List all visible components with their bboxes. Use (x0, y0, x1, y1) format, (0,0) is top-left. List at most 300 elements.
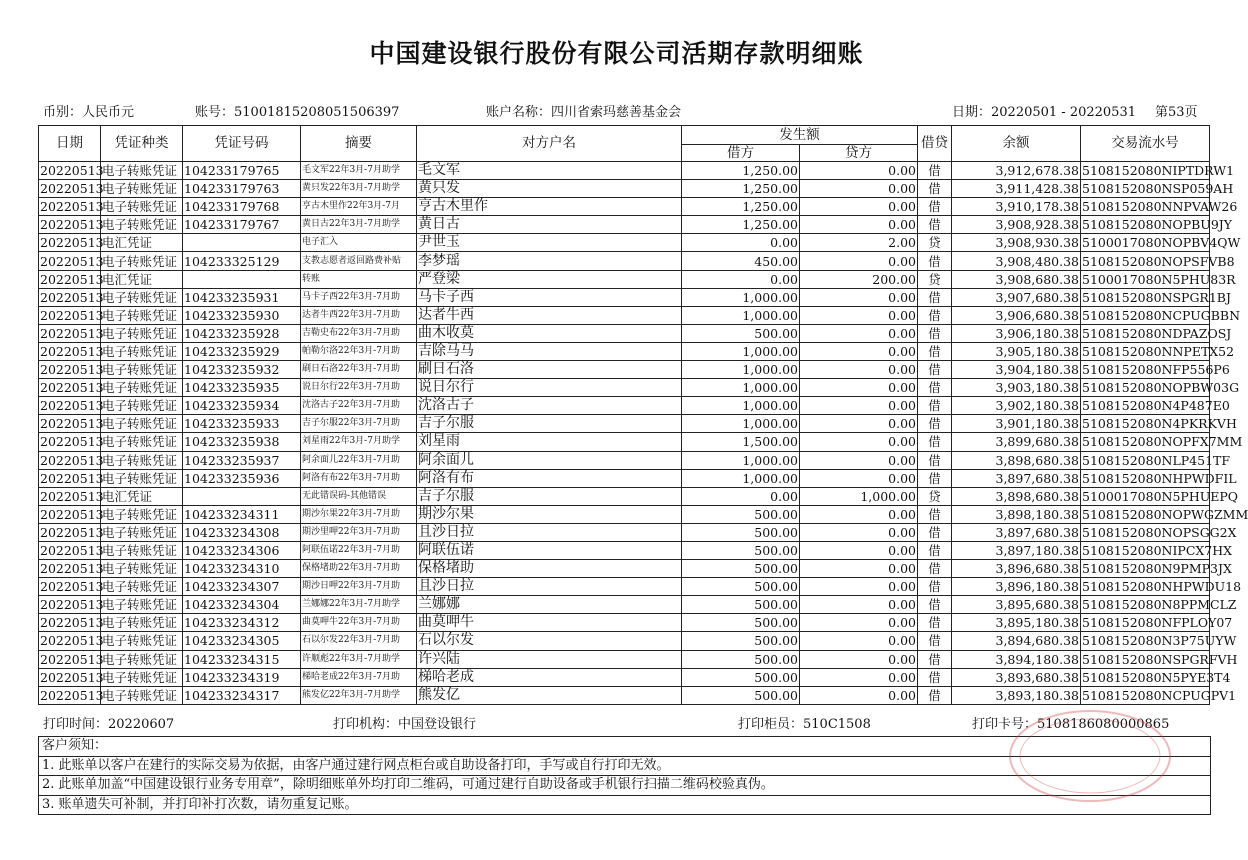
cell-dc: 贷 (918, 487, 952, 505)
cell-memo: 刘星雨22年3月-7月助学 (301, 433, 417, 451)
cell-balance: 3,908,930.38 (952, 234, 1081, 252)
cell-balance: 3,911,428.38 (952, 180, 1081, 198)
table-row (39, 324, 1210, 342)
col-voucher-no: 凭证号码 (183, 126, 301, 162)
cell-dc: 借 (918, 451, 952, 469)
cell-voucher-type: 电子转账凭证 (101, 505, 183, 523)
cell-credit: 0.00 (800, 397, 918, 415)
cell-date: 20220513 (40, 452, 104, 468)
table-row (39, 397, 1210, 415)
cell-date: 20220513 (40, 561, 104, 577)
cell-dc: 贷 (918, 270, 952, 288)
cell-balance: 3,902,180.38 (952, 397, 1081, 415)
cell-memo: 帕勒尔洛22年3月-7月助 (301, 342, 417, 360)
cell-serial: 5108152080NOPBW03G (1082, 380, 1240, 396)
cell-dc: 借 (918, 324, 952, 342)
cell-credit: 0.00 (800, 198, 918, 216)
cell-voucher-no: 104233235928 (183, 324, 301, 342)
cell-date: 20220513 (40, 307, 104, 323)
cell-voucher-no: 104233234317 (183, 686, 301, 704)
cell-date: 20220513 (40, 543, 104, 559)
table-row (39, 198, 1210, 216)
table-row (39, 560, 1210, 578)
cell-balance: 3,910,178.38 (952, 198, 1081, 216)
cell-credit: 0.00 (800, 451, 918, 469)
table-row (39, 523, 1210, 541)
cell-debit: 1,000.00 (682, 397, 800, 415)
cell-debit: 0.00 (682, 487, 800, 505)
cell-balance: 3,895,680.38 (952, 596, 1081, 614)
cell-debit: 1,000.00 (682, 451, 800, 469)
cell-dc: 借 (918, 379, 952, 397)
cell-date: 20220513 (40, 217, 104, 233)
cell-serial: 5100017080N5PHUEPQ (1082, 488, 1239, 504)
cell-credit: 2.00 (800, 234, 918, 252)
cell-voucher-no: 104233235938 (183, 433, 301, 451)
col-debit: 借方 (682, 145, 800, 162)
cell-date: 20220513 (40, 325, 104, 341)
cell-memo: 保格堵助22年3月-7月助 (301, 560, 417, 578)
cell-voucher-type: 电子转账凭证 (101, 560, 183, 578)
cell-counterparty: 阿余面儿 (417, 451, 682, 469)
cell-dc: 借 (918, 361, 952, 379)
cell-credit: 0.00 (800, 361, 918, 379)
print-teller: 打印柜员：510C1508 (738, 717, 871, 732)
cell-voucher-type: 电子转账凭证 (101, 650, 183, 668)
cell-debit: 1,000.00 (682, 361, 800, 379)
cell-credit: 0.00 (800, 216, 918, 234)
cell-memo: 支教志愿者返回路费补贴 (301, 252, 417, 270)
cell-serial: 5108152080NHPWDU18 (1082, 579, 1242, 595)
cell-counterparty: 阿联伍诺 (417, 541, 682, 559)
cell-counterparty: 兰娜娜 (417, 596, 682, 614)
cell-debit: 500.00 (682, 686, 800, 704)
cell-credit: 0.00 (800, 415, 918, 433)
cell-serial: 5108152080NLP451TF (1082, 452, 1231, 468)
cell-voucher-type: 电子转账凭证 (101, 632, 183, 650)
col-credit: 贷方 (800, 145, 918, 162)
cell-balance: 3,907,680.38 (952, 288, 1081, 306)
cell-counterparty: 吉子尔服 (417, 487, 682, 505)
cell-memo: 期沙里呷22年3月-7月助 (301, 523, 417, 541)
cell-credit: 0.00 (800, 541, 918, 559)
print-org: 打印机构：中国登设银行 (333, 717, 477, 732)
ledger-table (38, 125, 1248, 705)
cell-voucher-no: 104233179763 (183, 180, 301, 198)
cell-balance: 3,898,680.38 (952, 487, 1081, 505)
cell-date: 20220513 (40, 579, 104, 595)
cell-serial: 5108152080NOPSGG2X (1082, 524, 1237, 540)
cell-serial: 5108152080NSPGRFVH (1082, 651, 1238, 667)
cell-debit: 1,500.00 (682, 433, 800, 451)
cell-counterparty: 吉除马马 (417, 342, 682, 360)
cell-counterparty: 刘星雨 (417, 433, 682, 451)
bank-seal-stamp (1005, 706, 1175, 806)
cell-serial: 5108152080NOPWGZMM (1082, 506, 1248, 522)
cell-voucher-no: 104233234307 (183, 578, 301, 596)
cell-debit: 500.00 (682, 596, 800, 614)
cell-memo: 阿联伍诺22年3月-7月助 (301, 541, 417, 559)
cell-debit: 500.00 (682, 324, 800, 342)
cell-dc: 借 (918, 180, 952, 198)
cell-debit: 500.00 (682, 505, 800, 523)
cell-dc: 借 (918, 686, 952, 704)
cell-counterparty: 严登梁 (417, 270, 682, 288)
cell-memo: 石以尔发22年3月-7月助 (301, 632, 417, 650)
cell-serial: 5108152080N4P487E0 (1082, 398, 1230, 414)
cell-balance: 3,895,180.38 (952, 614, 1081, 632)
cell-balance: 3,897,180.38 (952, 541, 1081, 559)
cell-balance: 3,896,180.38 (952, 578, 1081, 596)
cell-voucher-type: 电子转账凭证 (101, 433, 183, 451)
cell-balance: 3,898,680.38 (952, 451, 1081, 469)
cell-dc: 借 (918, 505, 952, 523)
cell-balance: 3,908,928.38 (952, 216, 1081, 234)
cell-credit: 0.00 (800, 288, 918, 306)
cell-debit: 1,000.00 (682, 379, 800, 397)
col-memo: 摘要 (301, 126, 417, 162)
cell-serial: 5108152080NNPETX52 (1082, 343, 1235, 359)
cell-memo: 黄日古22年3月-7月助学 (301, 216, 417, 234)
cell-voucher-no (183, 270, 301, 288)
cell-serial: 5108152080NHPWDFIL (1082, 470, 1237, 486)
cell-voucher-no: 104233235933 (183, 415, 301, 433)
cell-voucher-type: 电子转账凭证 (101, 379, 183, 397)
cell-balance: 3,908,480.38 (952, 252, 1081, 270)
cell-voucher-no: 104233235934 (183, 397, 301, 415)
table-row (39, 234, 1210, 252)
cell-memo: 沈洛古子22年3月-7月助 (301, 397, 417, 415)
col-counterparty: 对方户名 (417, 126, 682, 162)
table-row (39, 686, 1210, 704)
cell-credit: 0.00 (800, 668, 918, 686)
table-row (39, 252, 1210, 270)
table-row (39, 451, 1210, 469)
cell-balance: 3,899,680.38 (952, 433, 1081, 451)
cell-voucher-no: 104233234311 (183, 505, 301, 523)
cell-credit: 0.00 (800, 505, 918, 523)
cell-memo: 达者牛西22年3月-7月助 (301, 306, 417, 324)
table-row (39, 668, 1210, 686)
cell-debit: 500.00 (682, 523, 800, 541)
print-card: 打印卡号：5108186080000865 (972, 717, 1170, 732)
account-name: 账户名称：四川省索玛慈善基金会 (486, 105, 682, 120)
cell-serial: 5108152080NNPVAW26 (1082, 199, 1238, 215)
cell-date: 20220513 (40, 633, 104, 649)
cell-balance: 3,894,180.38 (952, 650, 1081, 668)
cell-voucher-no: 104233325129 (183, 252, 301, 270)
cell-voucher-no: 104233235932 (183, 361, 301, 379)
cell-serial: 5108152080NOPSFVB8 (1082, 253, 1235, 269)
cell-credit: 0.00 (800, 252, 918, 270)
cell-voucher-type: 电子转账凭证 (101, 216, 183, 234)
cell-voucher-type: 电子转账凭证 (101, 288, 183, 306)
cell-voucher-no: 104233234304 (183, 596, 301, 614)
cell-voucher-no: 104233179768 (183, 198, 301, 216)
cell-voucher-type: 电子转账凭证 (101, 668, 183, 686)
cell-date: 20220513 (40, 669, 104, 685)
cell-date: 20220513 (40, 687, 104, 703)
cell-counterparty: 期沙尔果 (417, 505, 682, 523)
cell-debit: 500.00 (682, 614, 800, 632)
cell-dc: 借 (918, 668, 952, 686)
cell-balance: 3,893,680.38 (952, 668, 1081, 686)
cell-memo: 曲莫呷牛22年3月-7月助 (301, 614, 417, 632)
table-row (39, 216, 1210, 234)
cell-voucher-type: 电子转账凭证 (101, 324, 183, 342)
col-date: 日期 (39, 126, 101, 162)
cell-debit: 500.00 (682, 632, 800, 650)
cell-dc: 借 (918, 632, 952, 650)
cell-voucher-no: 104233234306 (183, 541, 301, 559)
cell-dc: 借 (918, 415, 952, 433)
cell-memo: 毛文军22年3月-7月助学 (301, 162, 417, 180)
cell-voucher-type: 电子转账凭证 (101, 614, 183, 632)
cell-date: 20220513 (40, 506, 104, 522)
cell-counterparty: 黄只发 (417, 180, 682, 198)
cell-counterparty: 曲莫呷牛 (417, 614, 682, 632)
cell-debit: 500.00 (682, 650, 800, 668)
cell-date: 20220513 (40, 524, 104, 540)
cell-voucher-type: 电子转账凭证 (101, 451, 183, 469)
table-row (39, 469, 1210, 487)
cell-counterparty: 沈洛古子 (417, 397, 682, 415)
cell-debit: 0.00 (682, 270, 800, 288)
cell-memo: 吉勒史布22年3月-7月助 (301, 324, 417, 342)
cell-credit: 0.00 (800, 469, 918, 487)
cell-debit: 1,000.00 (682, 342, 800, 360)
cell-balance: 3,894,680.38 (952, 632, 1081, 650)
cell-credit: 0.00 (800, 596, 918, 614)
cell-dc: 借 (918, 596, 952, 614)
cell-voucher-no: 104233234315 (183, 650, 301, 668)
cell-dc: 借 (918, 397, 952, 415)
cell-memo: 许顺彪22年3月-7月助学 (301, 650, 417, 668)
table-row (39, 487, 1210, 505)
col-voucher-type: 凭证种类 (101, 126, 183, 162)
cell-balance: 3,905,180.38 (952, 342, 1081, 360)
cell-memo: 期沙日呷22年3月-7月助 (301, 578, 417, 596)
cell-memo: 说日尔行22年3月-7月助 (301, 379, 417, 397)
cell-debit: 0.00 (682, 234, 800, 252)
cell-voucher-type: 电子转账凭证 (101, 162, 183, 180)
cell-date: 20220513 (40, 271, 104, 287)
cell-credit: 0.00 (800, 560, 918, 578)
cell-voucher-no: 104233234305 (183, 632, 301, 650)
cell-memo: 兰娜娜22年3月-7月助学 (301, 596, 417, 614)
cell-counterparty: 许兴陆 (417, 650, 682, 668)
cell-voucher-no: 104233235936 (183, 469, 301, 487)
cell-voucher-type: 电子转账凭证 (101, 578, 183, 596)
cell-credit: 0.00 (800, 180, 918, 198)
cell-debit: 500.00 (682, 668, 800, 686)
note-2: 2. 此账单加盖“中国建设银行业务专用章”，除明细账单外均打印二维码，可通过建行自助设备或手机银行扫描二维码校验真伪。 (39, 776, 1210, 796)
cell-dc: 借 (918, 252, 952, 270)
cell-voucher-type: 电汇凭证 (101, 270, 183, 288)
cell-counterparty: 毛文军 (417, 162, 682, 180)
cell-voucher-type: 电子转账凭证 (101, 523, 183, 541)
col-serial: 交易流水号 (1081, 126, 1210, 162)
cell-counterparty: 达者牛西 (417, 306, 682, 324)
cell-credit: 0.00 (800, 650, 918, 668)
cell-voucher-type: 电子转账凭证 (101, 397, 183, 415)
cell-dc: 借 (918, 162, 952, 180)
cell-voucher-no: 104233234319 (183, 668, 301, 686)
cell-voucher-no: 104233234308 (183, 523, 301, 541)
notes-heading: 客户须知： (39, 737, 1210, 757)
cell-debit: 1,000.00 (682, 288, 800, 306)
cell-memo: 无此错误码-其他错误 (301, 487, 417, 505)
cell-voucher-no: 104233235930 (183, 306, 301, 324)
cell-voucher-no: 104233179765 (183, 162, 301, 180)
cell-counterparty: 梯哈老成 (417, 668, 682, 686)
cell-memo: 转账 (301, 270, 417, 288)
cell-voucher-type: 电子转账凭证 (101, 198, 183, 216)
cell-serial: 5108152080NFP556P6 (1082, 362, 1230, 378)
table-row (39, 596, 1210, 614)
cell-serial: 5108152080NCPUGPV1 (1082, 687, 1237, 703)
cell-voucher-type: 电子转账凭证 (101, 180, 183, 198)
cell-counterparty: 保格堵助 (417, 560, 682, 578)
cell-voucher-no (183, 234, 301, 252)
cell-counterparty: 李梦瑶 (417, 252, 682, 270)
cell-voucher-type: 电子转账凭证 (101, 306, 183, 324)
cell-voucher-no: 104233179767 (183, 216, 301, 234)
cell-voucher-no: 104233234312 (183, 614, 301, 632)
table-row (39, 650, 1210, 668)
table-row (39, 180, 1210, 198)
cell-counterparty: 说日尔行 (417, 379, 682, 397)
cell-debit: 1,000.00 (682, 469, 800, 487)
cell-counterparty: 马卡子西 (417, 288, 682, 306)
cell-date: 20220513 (40, 416, 104, 432)
cell-date: 20220513 (40, 289, 104, 305)
cell-debit: 500.00 (682, 578, 800, 596)
cell-memo: 吉子尔服22年3月-7月助 (301, 415, 417, 433)
cell-counterparty: 曲木收莫 (417, 324, 682, 342)
table-row (39, 342, 1210, 360)
cell-voucher-type: 电子转账凭证 (101, 686, 183, 704)
ledger-body (39, 162, 1248, 705)
cell-balance: 3,897,680.38 (952, 523, 1081, 541)
cell-counterparty: 尹世玉 (417, 234, 682, 252)
cell-credit: 1,000.00 (800, 487, 918, 505)
cell-memo: 刷日石洛22年3月-7月助 (301, 361, 417, 379)
cell-serial: 5108152080N5PYE3T4 (1082, 669, 1231, 685)
cell-dc: 借 (918, 288, 952, 306)
cell-credit: 0.00 (800, 614, 918, 632)
cell-serial: 5108152080N3P75UYW (1082, 633, 1237, 649)
cell-counterparty: 且沙日拉 (417, 523, 682, 541)
cell-dc: 借 (918, 541, 952, 559)
cell-counterparty: 亨古木里作 (417, 198, 682, 216)
cell-memo: 阿洛有布22年3月-7月助 (301, 469, 417, 487)
table-row (39, 614, 1210, 632)
account-number: 账号：51001815208051506397 (195, 105, 400, 120)
cell-memo: 电子汇入 (301, 234, 417, 252)
cell-counterparty: 刷日石洛 (417, 361, 682, 379)
table-row (39, 288, 1210, 306)
cell-date: 20220513 (40, 615, 104, 631)
cell-voucher-no: 104233234310 (183, 560, 301, 578)
cell-credit: 0.00 (800, 342, 918, 360)
print-time: 打印时间：20220607 (43, 717, 175, 732)
cell-counterparty: 且沙日拉 (417, 578, 682, 596)
cell-voucher-no: 104233235935 (183, 379, 301, 397)
cell-debit: 1,000.00 (682, 306, 800, 324)
cell-serial: 5108152080N4PKRKVH (1082, 416, 1237, 432)
cell-balance: 3,896,680.38 (952, 560, 1081, 578)
cell-debit: 1,250.00 (682, 180, 800, 198)
col-amount: 发生额 (682, 126, 918, 145)
cell-serial: 5108152080NOPFX7MM (1082, 434, 1243, 450)
cell-voucher-no: 104233235931 (183, 288, 301, 306)
cell-balance: 3,904,180.38 (952, 361, 1081, 379)
cell-debit: 450.00 (682, 252, 800, 270)
cell-serial: 5108152080NSP059AH (1082, 181, 1234, 197)
cell-balance: 3,903,180.38 (952, 379, 1081, 397)
cell-date: 20220513 (40, 470, 104, 486)
cell-voucher-type: 电子转账凭证 (101, 361, 183, 379)
table-row (39, 361, 1210, 379)
cell-serial: 5108152080N9PMP3JX (1082, 561, 1232, 577)
cell-credit: 0.00 (800, 686, 918, 704)
cell-serial: 5108152080NOPBU9JY (1082, 217, 1233, 233)
cell-memo: 黄只发22年3月-7月助学 (301, 180, 417, 198)
cell-balance: 3,906,680.38 (952, 306, 1081, 324)
cell-dc: 借 (918, 469, 952, 487)
cell-date: 20220513 (40, 199, 104, 215)
cell-dc: 借 (918, 560, 952, 578)
cell-credit: 0.00 (800, 632, 918, 650)
cell-date: 20220513 (40, 651, 104, 667)
cell-date: 20220513 (40, 362, 104, 378)
cell-dc: 借 (918, 216, 952, 234)
cell-date: 20220513 (40, 488, 104, 504)
cell-voucher-type: 电子转账凭证 (101, 415, 183, 433)
cell-date: 20220513 (40, 597, 104, 613)
cell-memo: 亨古木里作22年3月-7月 (301, 198, 417, 216)
cell-debit: 1,250.00 (682, 216, 800, 234)
table-row (39, 162, 1210, 180)
cell-voucher-no: 104233235929 (183, 342, 301, 360)
cell-voucher-type: 电子转账凭证 (101, 252, 183, 270)
table-row (39, 578, 1210, 596)
table-row (39, 505, 1210, 523)
cell-date: 20220513 (40, 434, 104, 450)
table-row (39, 270, 1210, 288)
cell-serial: 5108152080N8PPMCLZ (1082, 597, 1237, 613)
cell-dc: 借 (918, 342, 952, 360)
cell-voucher-type: 电汇凭证 (101, 234, 183, 252)
cell-debit: 500.00 (682, 541, 800, 559)
table-row (39, 306, 1210, 324)
col-dc: 借贷 (918, 126, 952, 162)
cell-balance: 3,906,180.38 (952, 324, 1081, 342)
cell-debit: 500.00 (682, 560, 800, 578)
cell-credit: 0.00 (800, 162, 918, 180)
cell-credit: 0.00 (800, 523, 918, 541)
cell-date: 20220513 (40, 235, 104, 251)
cell-voucher-type: 电子转账凭证 (101, 342, 183, 360)
cell-dc: 借 (918, 578, 952, 596)
cell-balance: 3,908,680.38 (952, 270, 1081, 288)
cell-counterparty: 熊发亿 (417, 686, 682, 704)
col-balance: 余额 (952, 126, 1081, 162)
cell-counterparty: 石以尔发 (417, 632, 682, 650)
cell-debit: 1,000.00 (682, 415, 800, 433)
cell-serial: 5108152080NDPAZOSJ (1082, 325, 1232, 341)
